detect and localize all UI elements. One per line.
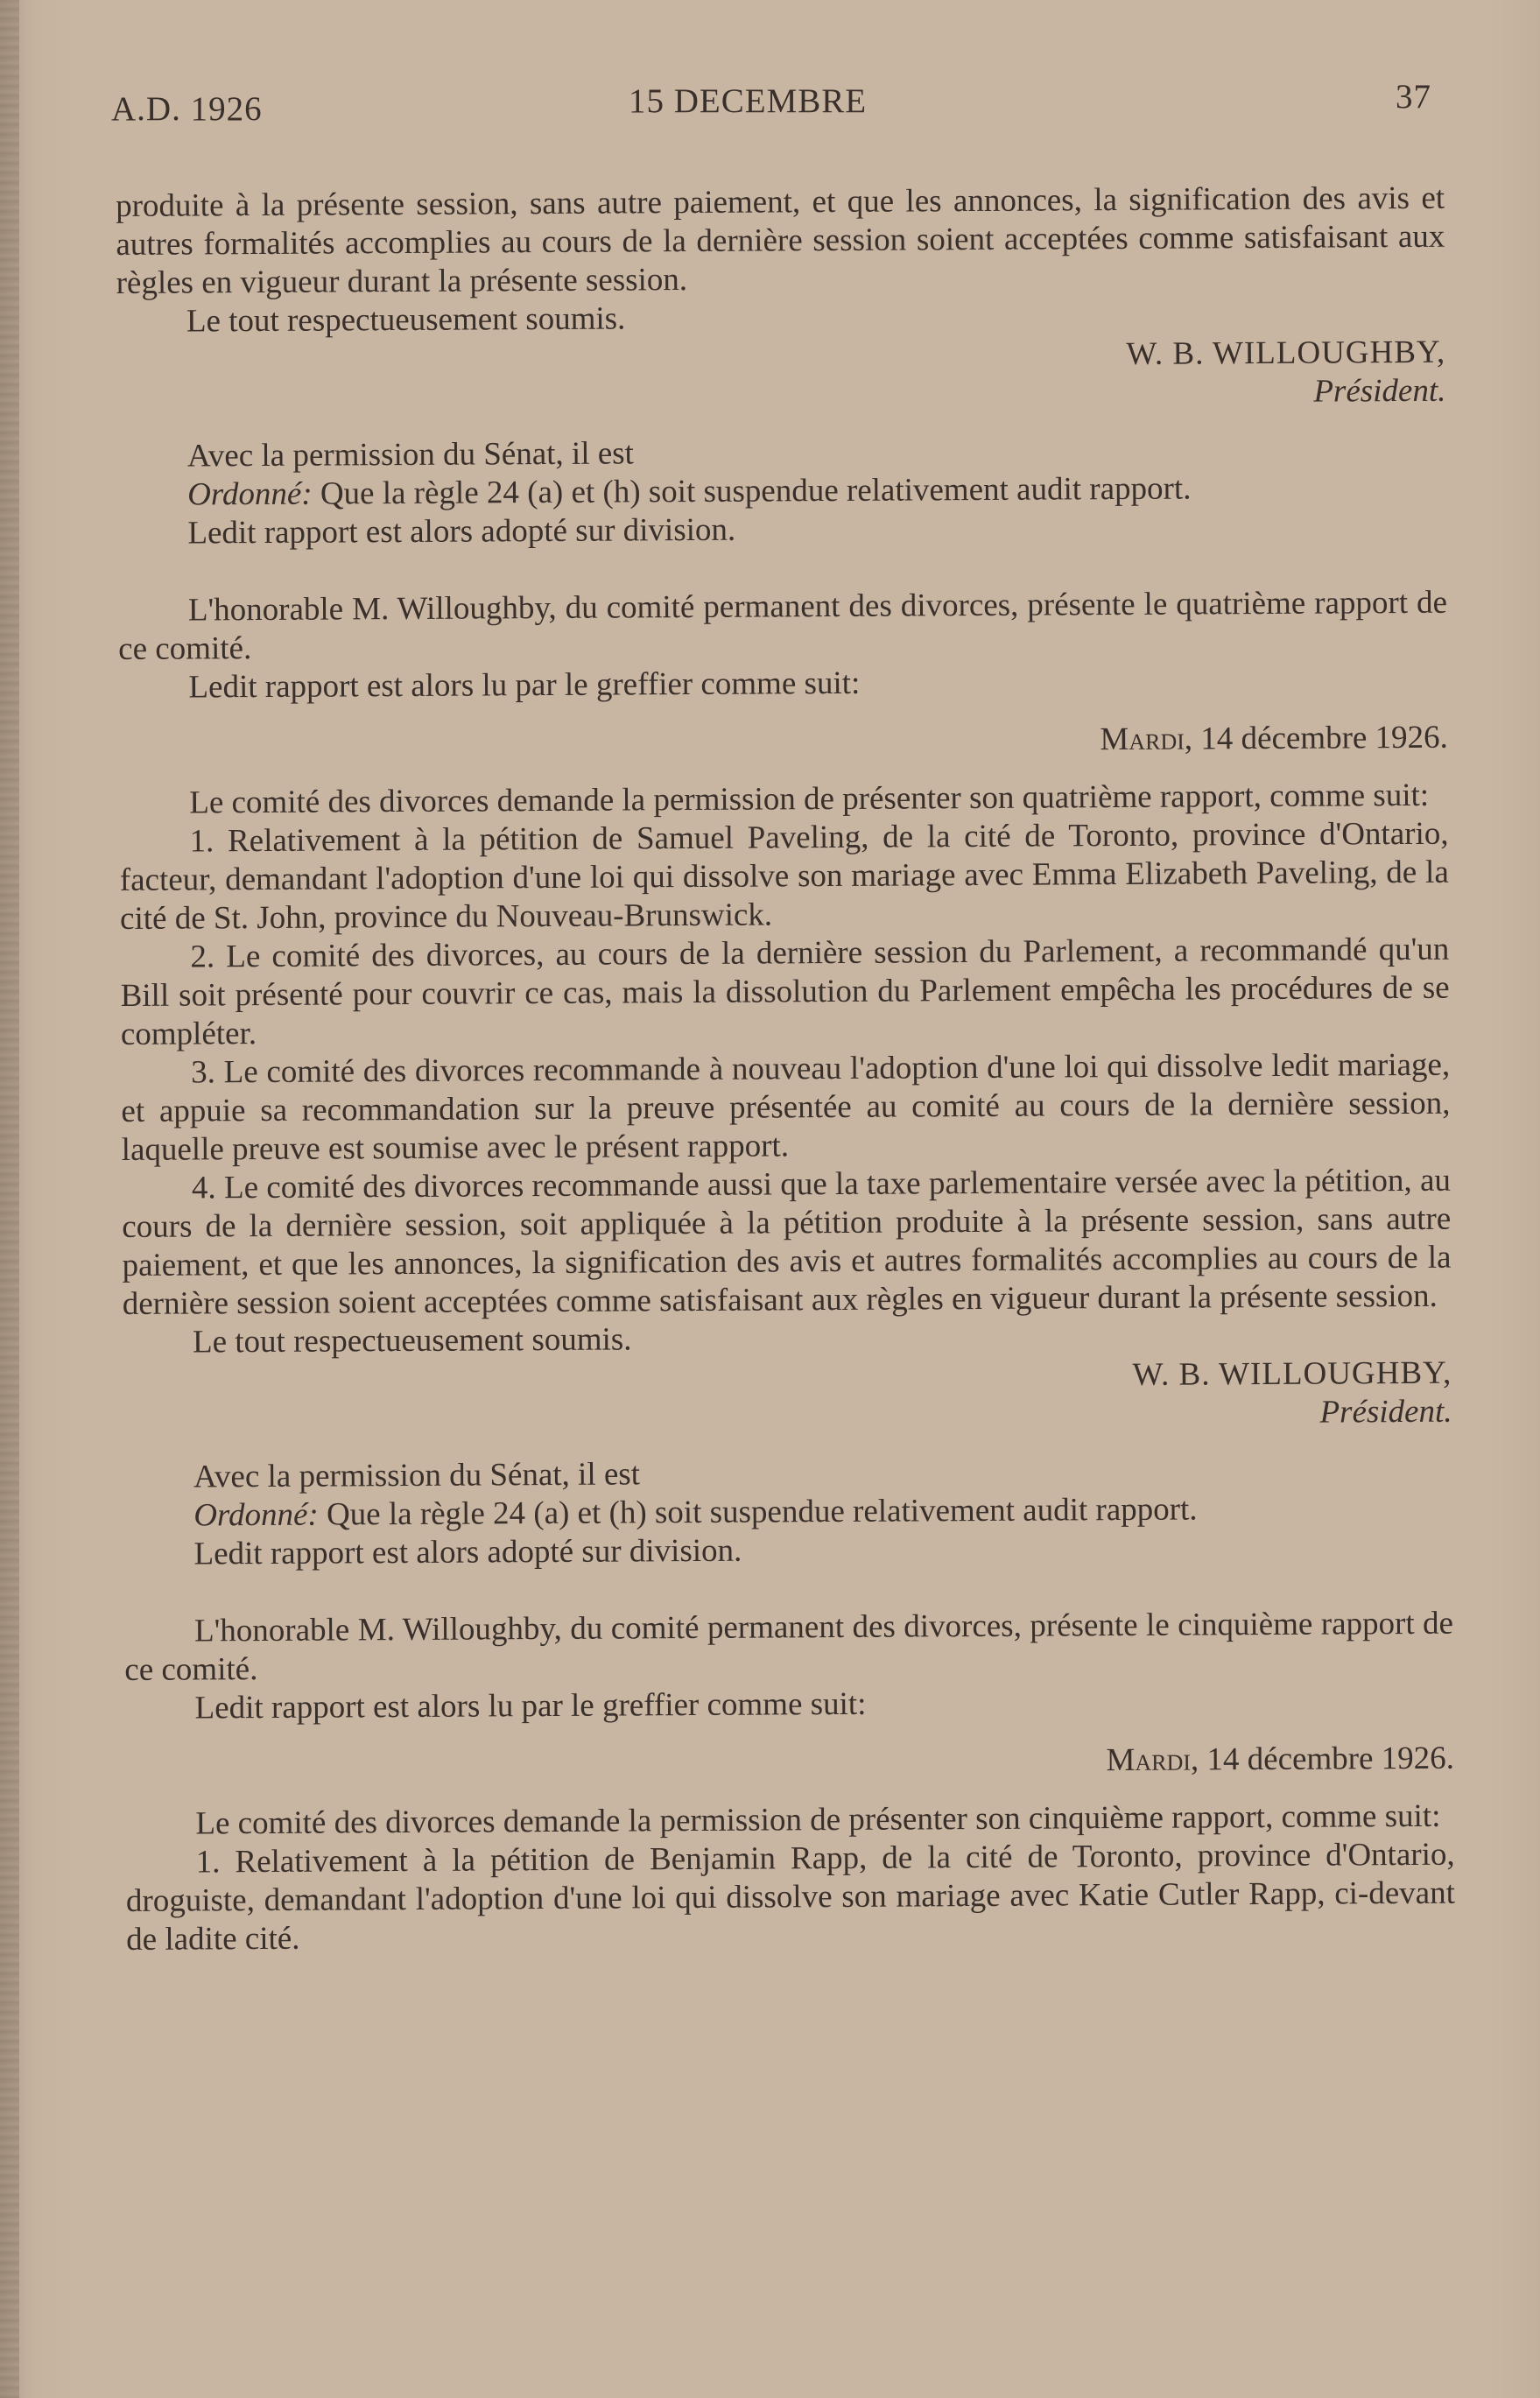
paragraph: Ledit rapport est alors adopté sur division. bbox=[187, 511, 736, 552]
order-text: Que la règle 24 (a) et (h) soit suspendue relativement audit rapport. bbox=[318, 1491, 1198, 1533]
paragraph: 4. Le comité des divorces recommande aussi que la taxe parlementaire versée avec la pétition, au cours de la dernière session, soit appliquée à la pétition produite à la présente session, sans autre paiement, et que les annonces, la signification des avis et autres formalités accomplies au cours de la dernière session soient acceptées comme satisfaisant aux règles en vigueur durant la présente session. bbox=[122, 1162, 1452, 1322]
paragraph: Le comité des divorces demande la permission de présenter son quatrième rapport, comme suit: bbox=[189, 777, 1430, 821]
page-number: 37 bbox=[1396, 78, 1431, 116]
header-date: 15 DECEMBRE bbox=[629, 82, 868, 120]
paragraph: L'honorable M. Willoughby, du comité permanent des divorces, présente le cinquième rapport de ce comité. bbox=[124, 1605, 1454, 1688]
paragraph: Avec la permission du Sénat, il est bbox=[193, 1456, 641, 1495]
report-date-day: Mardi bbox=[1100, 721, 1185, 758]
order-text: Que la règle 24 (a) et (h) soit suspendue relativement audit rapport. bbox=[312, 470, 1192, 512]
signature-title: Président. bbox=[1313, 372, 1446, 410]
page-body bbox=[116, 179, 1455, 1959]
paragraph: Le tout respectueusement soumis. bbox=[186, 300, 626, 340]
paragraph: Ledit rapport est alors lu par le greffier comme suit: bbox=[194, 1685, 867, 1726]
page-binding-edge bbox=[0, 0, 19, 2398]
paragraph: 3. Le comité des divorces recommande à nouveau l'adoption d'une loi qui dissolve ledit mariage, et appuie sa recommandation sur la preuve présentée au comité au cours de la dernière session, laquelle preuve est soumise avec le présent rapport. bbox=[121, 1046, 1451, 1168]
order-label: Ordonné: bbox=[193, 1496, 319, 1534]
paragraph: Ledit rapport est alors adopté sur division. bbox=[193, 1532, 742, 1572]
report-date-rest: , 14 décembre 1926. bbox=[1184, 719, 1448, 757]
signature-name: W. B. WILLOUGHBY, bbox=[1132, 1354, 1452, 1393]
report-date bbox=[125, 1740, 1454, 1786]
report-date bbox=[119, 719, 1448, 765]
header-year: A.D. 1926 bbox=[111, 90, 263, 128]
paragraph: L'honorable M. Willoughby, du comité permanent des divorces, présente le quatrième rapport de ce comité. bbox=[118, 584, 1448, 667]
paragraph: produite à la présente session, sans autre paiement, et que les annonces, la signification des avis et autres formalités accomplies au cours de la dernière session soient acceptées comme satisfaisant aux règles en vigueur durant la présente session. bbox=[116, 179, 1445, 301]
paragraph: Le comité des divorces demande la permission de présenter son cinquième rapport, comme suit: bbox=[195, 1797, 1441, 1842]
paragraph: 1. Relativement à la pétition de Benjamin Rapp, de la cité de Toronto, province d'Ontario, droguiste, demandant l'adoption d'une loi qui dissolve son mariage avec Katie Cutler Rapp, ci-devant de ladite cité. bbox=[125, 1836, 1456, 1958]
paragraph: 2. Le comité des divorces, au cours de la dernière session du Parlement, a recommandé qu'un Bill soit présenté pour couvrir ce cas, mais la dissolution du Parlement empêcha les procédures de se compléter. bbox=[120, 931, 1450, 1052]
paragraph: 1. Relativement à la pétition de Samuel Paveling, de la cité de Toronto, province d'Ontario, facteur, demandant l'adoption d'une loi qui dissolve son mariage avec Emma Elizabeth Paveling, de la cité de St. John, province du Nouveau-Brunswick. bbox=[119, 815, 1449, 937]
page-header bbox=[0, 77, 1540, 128]
paragraph: Avec la permission du Sénat, il est bbox=[186, 435, 635, 475]
order-label: Ordonné: bbox=[187, 475, 313, 513]
report-date-rest: , 14 décembre 1926. bbox=[1190, 1740, 1455, 1778]
paragraph: Ledit rapport est alors lu par le greffier comme suit: bbox=[188, 665, 861, 706]
paragraph: Le tout respectueusement soumis. bbox=[192, 1321, 632, 1361]
signature-title: Président. bbox=[1319, 1393, 1452, 1431]
report-date-day: Mardi bbox=[1106, 1741, 1192, 1779]
signature-name: W. B. WILLOUGHBY, bbox=[1126, 334, 1446, 372]
